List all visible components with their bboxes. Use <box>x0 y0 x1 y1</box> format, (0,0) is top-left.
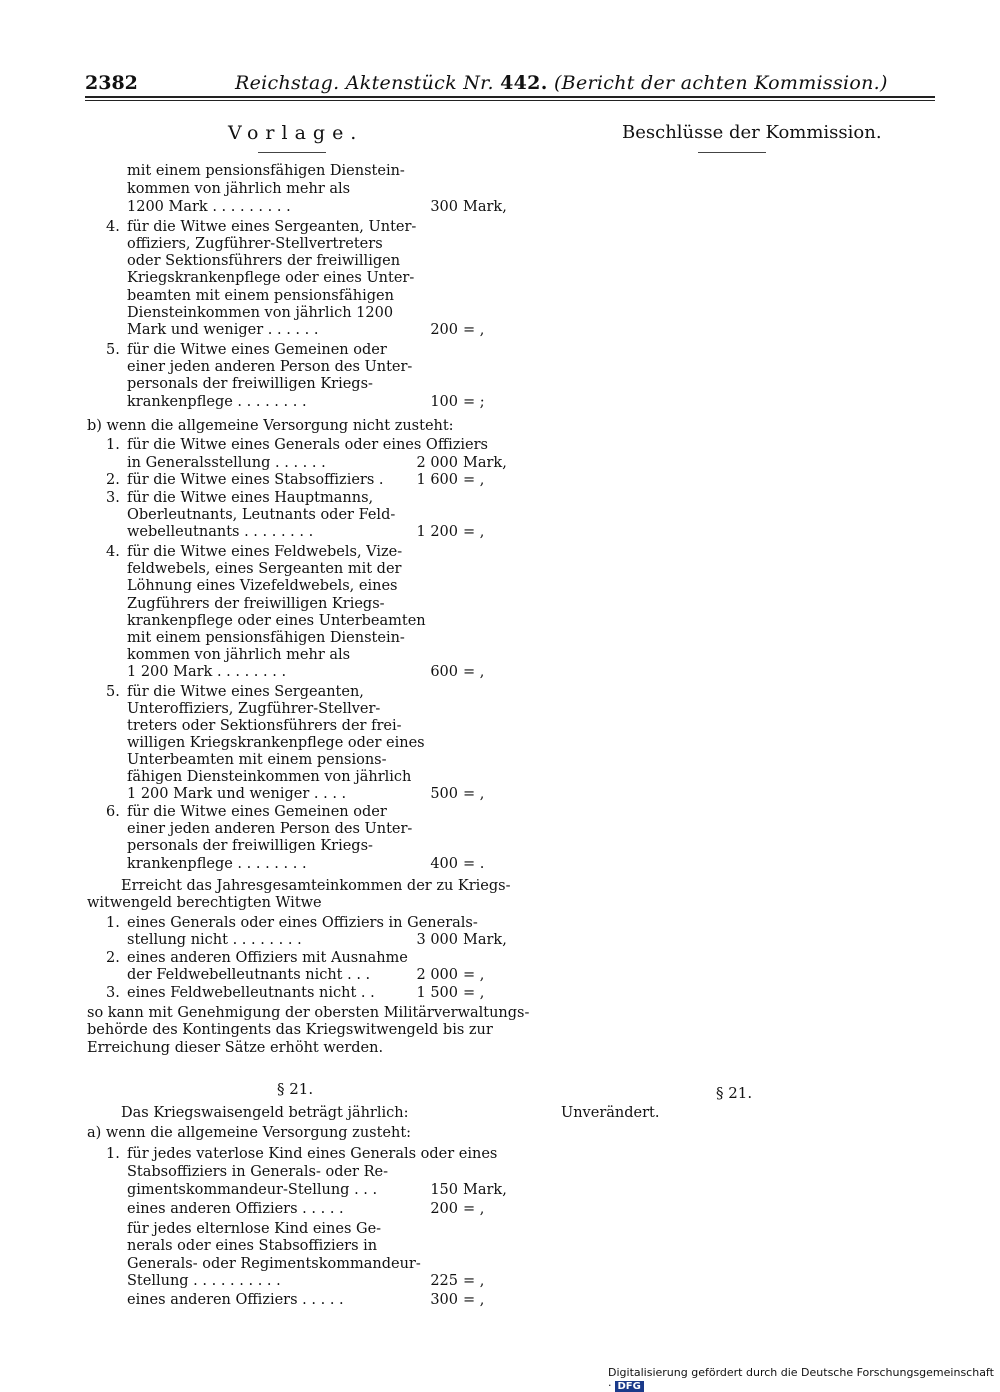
header-title-suffix: (Bericht der achten Kommission.) <box>553 72 888 94</box>
item-number: 4. <box>106 219 120 235</box>
amount-unit: = , <box>463 664 485 680</box>
item-number: 3. <box>106 490 120 506</box>
amount-unit: = , <box>463 786 485 802</box>
left-column-heading: Vorlage. <box>228 122 364 144</box>
text-line <box>0 821 520 838</box>
amount-value: 500 <box>430 786 458 802</box>
line-text: Erreicht das Jahresgesamteinkommen der zu Kriegs- <box>121 878 511 894</box>
amount-unit: = . <box>463 856 485 872</box>
line-text: Das Kriegswaisengeld beträgt jährlich: <box>121 1105 409 1121</box>
line-text: 1200 Mark . . . . . . . . . <box>127 199 291 215</box>
amount-value: 100 <box>430 394 458 410</box>
footer-credit <box>608 1366 1000 1392</box>
line-text: für die Witwe eines Gemeinen oder <box>127 342 387 358</box>
line-text: fähigen Diensteinkommen von jährlich <box>127 769 412 785</box>
section-heading-left: § 21. <box>277 1080 314 1098</box>
line-text: der Feldwebelleutnants nicht . . . <box>127 967 371 983</box>
text-line <box>0 630 520 647</box>
text-line <box>0 376 520 393</box>
text-line <box>0 985 520 1002</box>
line-text: mit einem pensionsfähigen Dienstein- <box>127 630 405 646</box>
unchanged-note: Unverändert. <box>561 1105 660 1121</box>
text-line <box>0 1182 520 1199</box>
amount-unit: Mark, <box>463 199 507 215</box>
text-line <box>0 236 520 253</box>
amount-unit: = , <box>463 524 485 540</box>
line-text: für die Witwe eines Gemeinen oder <box>127 804 387 820</box>
text-line <box>0 253 520 270</box>
text-line <box>0 163 520 180</box>
line-text: einer jeden anderen Person des Unter- <box>127 359 413 375</box>
line-text: stellung nicht . . . . . . . . <box>127 932 302 948</box>
amount-unit: = ; <box>463 394 485 410</box>
line-text: treters oder Sektionsführers der frei- <box>127 718 402 734</box>
text-line <box>0 288 520 305</box>
line-text: a) wenn die allgemeine Versorgung zusteht: <box>87 1125 412 1141</box>
item-number: 1. <box>106 915 120 931</box>
text-line <box>0 647 520 664</box>
text-line <box>0 950 520 967</box>
item-number: 3. <box>106 985 120 1001</box>
line-text: krankenpflege oder eines Unterbeamten <box>127 613 426 629</box>
line-text: Erreichung dieser Sätze erhöht werden. <box>87 1040 384 1056</box>
text-line <box>0 418 520 435</box>
line-text: kommen von jährlich mehr als <box>127 181 351 197</box>
left-heading-rule <box>258 152 326 153</box>
line-text: eines anderen Offiziers mit Ausnahme <box>127 950 408 966</box>
line-text: Unteroffiziers, Zugführer-Stellver- <box>127 701 381 717</box>
dfg-logo: DFG <box>615 1381 644 1392</box>
line-text: für die Witwe eines Sergeanten, <box>127 684 364 700</box>
item-number: 1. <box>106 437 120 453</box>
amount-value: 1 500 <box>416 985 458 1001</box>
text-line <box>0 1005 530 1022</box>
amount-value: 225 <box>430 1273 458 1289</box>
line-text: Stellung . . . . . . . . . . <box>127 1273 281 1289</box>
amount-value: 2 000 <box>416 967 458 983</box>
text-line <box>0 270 520 287</box>
amount-unit: = , <box>463 472 485 488</box>
text-line <box>0 561 520 578</box>
amount-value: 200 <box>430 1201 458 1217</box>
text-line <box>0 507 520 524</box>
text-line <box>0 786 520 803</box>
text-line <box>0 1256 520 1273</box>
amount-unit: = , <box>463 985 485 1001</box>
text-line <box>0 1105 520 1122</box>
line-text: kommen von jährlich mehr als <box>127 647 351 663</box>
item-number: 2. <box>106 950 120 966</box>
amount-value: 300 <box>430 199 458 215</box>
text-line <box>0 437 520 454</box>
item-number: 5. <box>106 684 120 700</box>
text-line <box>0 878 520 895</box>
text-line <box>0 394 520 411</box>
line-text: witwengeld berechtigten Witwe <box>87 895 322 911</box>
amount-value: 150 <box>430 1182 458 1198</box>
text-line <box>0 769 520 786</box>
text-line <box>0 1146 520 1163</box>
text-line <box>0 701 520 718</box>
line-text: für die Witwe eines Feldwebels, Vize- <box>127 544 403 560</box>
text-line <box>0 322 520 339</box>
item-number: 2. <box>106 472 120 488</box>
line-text: feldwebels, eines Sergeanten mit der <box>127 561 402 577</box>
text-line <box>0 490 520 507</box>
document-number: 442. <box>500 72 548 94</box>
header-rule-thin <box>85 100 935 101</box>
text-line <box>0 181 520 198</box>
item-number: 1. <box>106 1146 120 1162</box>
line-text: Generals- oder Regimentskommandeur- <box>127 1256 421 1272</box>
amount-value: 200 <box>430 322 458 338</box>
line-text: b) wenn die allgemeine Versorgung nicht zusteht: <box>87 418 454 434</box>
line-text: 1 200 Mark und weniger . . . . <box>127 786 347 802</box>
text-line <box>0 752 520 769</box>
text-line <box>0 895 520 912</box>
text-line <box>0 578 520 595</box>
line-text: nerals oder eines Stabsoffiziers in <box>127 1238 378 1254</box>
amount-unit: Mark, <box>463 455 507 471</box>
line-text: für die Witwe eines Stabsoffiziers . <box>127 472 384 488</box>
line-text: eines anderen Offiziers . . . . . <box>127 1292 344 1308</box>
text-line <box>0 684 520 701</box>
line-text: offiziers, Zugführer-Stellvertreters <box>127 236 383 252</box>
line-text: eines anderen Offiziers . . . . . <box>127 1201 344 1217</box>
text-line <box>0 342 520 359</box>
line-text: für die Witwe eines Generals oder eines Offiziers <box>127 437 488 453</box>
text-line <box>0 1201 520 1218</box>
text-line <box>0 544 520 561</box>
line-text: krankenpflege . . . . . . . . <box>127 394 307 410</box>
item-number: 4. <box>106 544 120 560</box>
line-text: Löhnung eines Vizefeldwebels, eines <box>127 578 398 594</box>
page-number: 2382 <box>85 72 138 94</box>
line-text: Unterbeamten mit einem pensions- <box>127 752 387 768</box>
text-line <box>0 1273 520 1290</box>
amount-unit: = , <box>463 1273 485 1289</box>
amount-unit: Mark, <box>463 932 507 948</box>
text-line <box>0 1125 520 1142</box>
text-line <box>0 524 520 541</box>
amount-value: 3 000 <box>416 932 458 948</box>
text-line <box>0 915 520 932</box>
text-line <box>0 967 520 984</box>
text-line <box>0 1292 520 1309</box>
line-text: für die Witwe eines Sergeanten, Unter- <box>127 219 417 235</box>
text-line <box>0 359 520 376</box>
amount-unit: = , <box>463 967 485 983</box>
text-line <box>0 932 520 949</box>
line-text: Zugführers der freiwilligen Kriegs- <box>127 596 385 612</box>
text-line <box>0 664 520 681</box>
header-title <box>235 72 888 94</box>
text-line <box>0 455 520 472</box>
section-heading-right: § 21. <box>716 1084 753 1102</box>
line-text: willigen Kriegskrankenpflege oder eines <box>127 735 425 751</box>
text-line <box>0 219 520 236</box>
line-text: behörde des Kontingents das Kriegswitwengeld bis zur <box>87 1022 493 1038</box>
line-text: mit einem pensionsfähigen Dienstein- <box>127 163 405 179</box>
header-title-prefix: Reichstag. Aktenstück Nr. <box>235 72 494 94</box>
amount-unit: = , <box>463 322 485 338</box>
right-heading-rule <box>698 152 766 153</box>
text-line <box>0 735 520 752</box>
line-text: so kann mit Genehmigung der obersten Militärverwaltungs- <box>87 1005 530 1021</box>
line-text: in Generalsstellung . . . . . . <box>127 455 326 471</box>
text-line <box>0 856 520 873</box>
amount-value: 300 <box>430 1292 458 1308</box>
amount-unit: = , <box>463 1292 485 1308</box>
line-text: Oberleutnants, Leutnants oder Feld- <box>127 507 396 523</box>
line-text: gimentskommandeur-Stellung . . . <box>127 1182 378 1198</box>
line-text: krankenpflege . . . . . . . . <box>127 856 307 872</box>
text-line <box>0 1164 520 1181</box>
line-text: personals der freiwilligen Kriegs- <box>127 838 373 854</box>
amount-value: 400 <box>430 856 458 872</box>
text-line <box>0 613 520 630</box>
amount-value: 600 <box>430 664 458 680</box>
right-column-heading: Beschlüsse der Kommission. <box>622 122 882 143</box>
line-text: für jedes elternlose Kind eines Ge- <box>127 1221 382 1237</box>
text-line <box>0 1022 520 1039</box>
line-text: eines Generals oder eines Offiziers in Generals- <box>127 915 478 931</box>
text-line <box>0 596 520 613</box>
line-text: oder Sektionsführers der freiwilligen <box>127 253 401 269</box>
amount-unit: = , <box>463 1201 485 1217</box>
line-text: Kriegskrankenpflege oder eines Unter- <box>127 270 415 286</box>
line-text: Stabsoffiziers in Generals- oder Re- <box>127 1164 388 1180</box>
text-line <box>0 1238 520 1255</box>
amount-unit: Mark, <box>463 1182 507 1198</box>
amount-value: 2 000 <box>416 455 458 471</box>
text-line <box>0 1040 520 1057</box>
header-rule-thick <box>85 96 935 98</box>
line-text: eines Feldwebelleutnants nicht . . <box>127 985 375 1001</box>
line-text: webelleutnants . . . . . . . . <box>127 524 314 540</box>
amount-value: 1 600 <box>416 472 458 488</box>
text-line <box>0 718 520 735</box>
text-line <box>0 199 520 216</box>
line-text: personals der freiwilligen Kriegs- <box>127 376 373 392</box>
text-line <box>0 472 520 489</box>
line-text: einer jeden anderen Person des Unter- <box>127 821 413 837</box>
text-line <box>0 804 520 821</box>
text-line <box>0 1221 520 1238</box>
line-text: Diensteinkommen von jährlich 1200 <box>127 305 394 321</box>
line-text: 1 200 Mark . . . . . . . . <box>127 664 287 680</box>
text-line <box>0 838 520 855</box>
footer-text: Digitalisierung gefördert durch die Deutsche Forschungsgemeinschaft · <box>608 1366 994 1392</box>
item-number: 5. <box>106 342 120 358</box>
line-text: für jedes vaterlose Kind eines Generals oder eines <box>127 1146 498 1162</box>
item-number: 6. <box>106 804 120 820</box>
text-line <box>0 305 520 322</box>
line-text: beamten mit einem pensionsfähigen <box>127 288 394 304</box>
amount-value: 1 200 <box>416 524 458 540</box>
line-text: Mark und weniger . . . . . . <box>127 322 319 338</box>
line-text: für die Witwe eines Hauptmanns, <box>127 490 374 506</box>
page-header <box>85 72 935 98</box>
